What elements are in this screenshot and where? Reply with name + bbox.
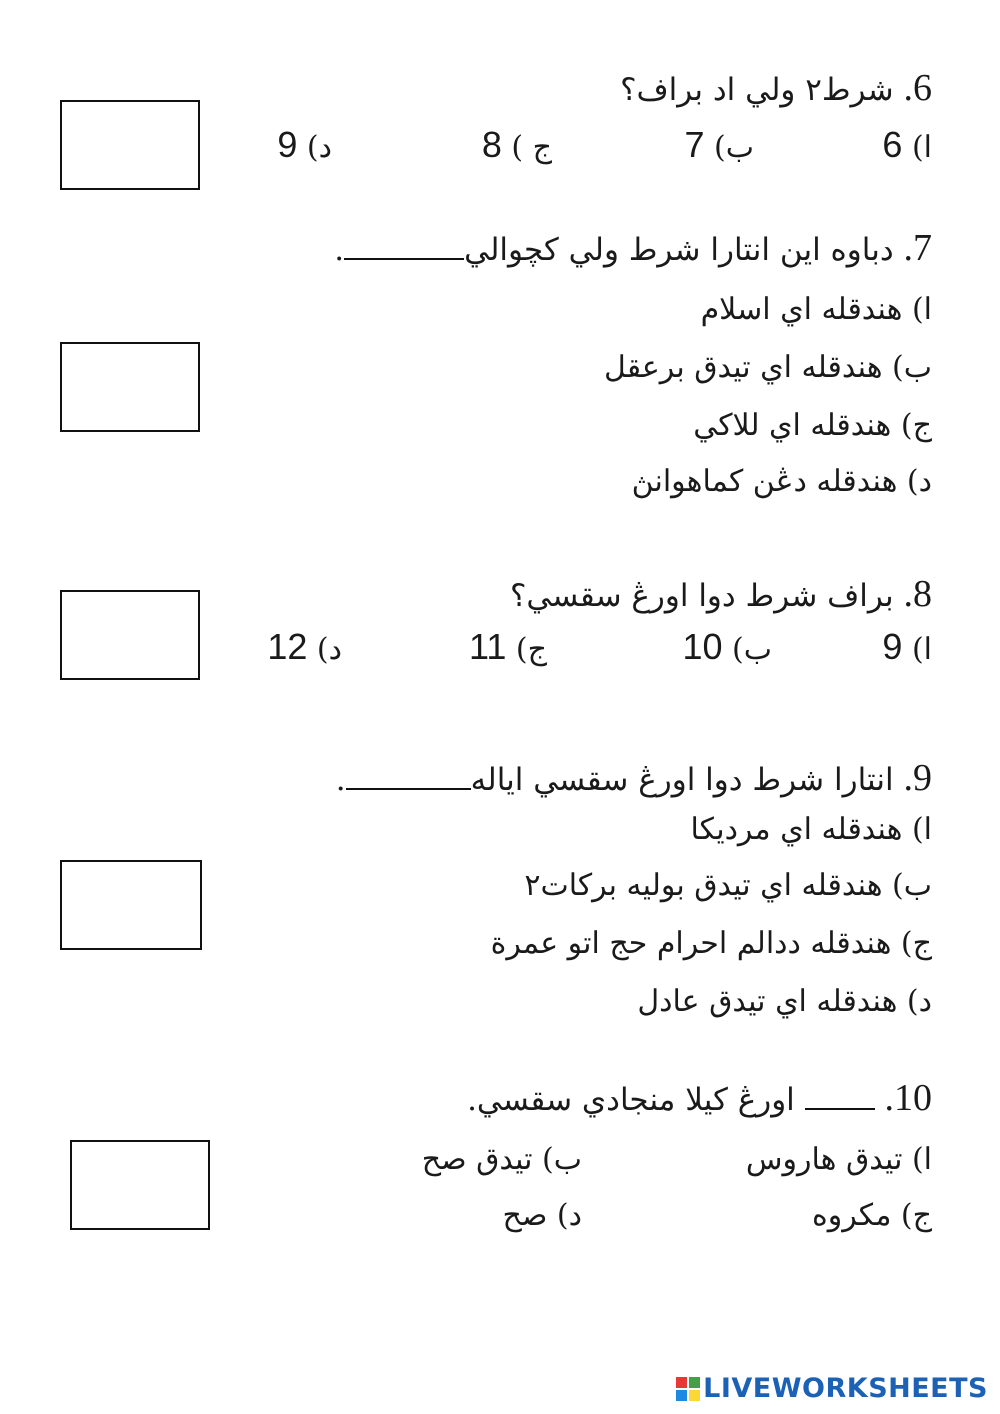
question-10-text: اورڠ كيلا منجادي سقسي.: [467, 1082, 795, 1118]
logo-squares-icon: [676, 1377, 700, 1401]
question-9-option-b: ب) هندقله اي تيدق بوليه بركات٢: [524, 868, 932, 903]
brand-name: LIVEWORKSHEETS: [703, 1373, 988, 1404]
question-9-title: 9. انتارا شرط دوا اورڠ سقسي اياله.: [335, 757, 932, 799]
question-8-title: [510, 572, 932, 616]
question-9-option-c: ج) هندقله ددالم احرام حج اتو عمرة: [490, 926, 932, 961]
option-a: ا) تيدق هاروس: [745, 1142, 932, 1177]
question-7-text: دباوه اين انتارا شرط ولي كچوالي: [464, 232, 894, 268]
question-9-option-d: د) هندقله اي تيدق عادل: [637, 984, 932, 1019]
option-b: ب) 10: [682, 626, 772, 667]
question-7-number: 7.: [903, 227, 932, 269]
question-9-text: انتارا شرط دوا اورڠ سقسي اياله: [470, 762, 894, 798]
option-a: ا) 6: [882, 124, 932, 165]
question-10-title: [467, 1076, 932, 1120]
question-6-number: 6.: [903, 67, 932, 109]
answer-box-6[interactable]: [60, 100, 200, 190]
question-10-number: 10.: [884, 1077, 932, 1119]
answer-box-8[interactable]: [60, 590, 200, 680]
option-d: د) 12: [267, 626, 342, 667]
question-6-title: [620, 66, 932, 110]
option-d: د) صح: [502, 1198, 582, 1233]
question-7-option-b: ب) هندقله اي تيدق برعقل: [603, 350, 932, 385]
liveworksheets-logo[interactable]: [676, 1373, 988, 1404]
question-9-option-a: ا) هندقله اي مرديكا: [690, 812, 932, 847]
option-b: ب) 7: [684, 124, 754, 165]
question-8-text: براف شرط دوا اورڠ سقسي؟: [509, 578, 894, 614]
option-a: ا) 9: [882, 626, 932, 667]
logo-square: [676, 1390, 687, 1401]
question-7-option-c: ج) هندقله اي للاكي: [693, 408, 932, 443]
answer-box-9[interactable]: [60, 860, 202, 950]
question-7-option-a: ا) هندقله اي اسلام: [700, 292, 932, 327]
answer-box-10[interactable]: [70, 1140, 210, 1230]
answer-box-7[interactable]: [60, 342, 200, 432]
logo-square: [689, 1390, 700, 1401]
question-10-options-row-2: [332, 1198, 932, 1240]
question-8-options: [222, 626, 932, 670]
option-c: ج) 11: [469, 626, 547, 667]
question-9-number: 9.: [903, 757, 932, 799]
question-7-title: 7. دباوه اين انتارا شرط ولي كچوالي.: [334, 227, 932, 269]
fill-blank: [346, 788, 471, 790]
question-10-options-row-1: [332, 1142, 932, 1184]
option-b: ب) تيدق صح: [421, 1142, 582, 1177]
question-6-options: [232, 124, 932, 168]
logo-square: [689, 1377, 700, 1388]
question-6-text: شرط٢ ولي اد براف؟: [620, 72, 894, 108]
question-8-number: 8.: [903, 573, 932, 615]
question-7-option-d: د) هندقله دڠن كماهوانڽ: [631, 464, 932, 499]
logo-square: [676, 1377, 687, 1388]
option-d: د) 9: [277, 124, 332, 165]
fill-blank: [805, 1108, 875, 1110]
option-c: ج ) 8: [481, 124, 552, 165]
fill-blank: [344, 258, 464, 260]
option-c: ج) مكروه: [812, 1198, 932, 1233]
